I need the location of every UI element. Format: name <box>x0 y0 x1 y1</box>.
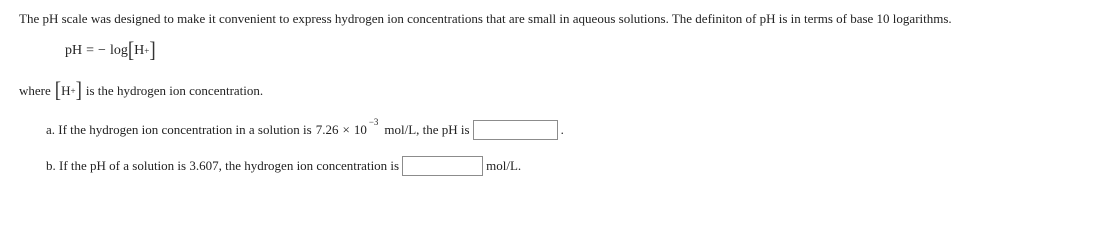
question-a <box>46 117 564 140</box>
formula-lhs: pH <box>65 42 83 58</box>
question-a-base: 10 <box>353 122 367 137</box>
question-a-times: × <box>342 122 350 137</box>
formula-species: H <box>134 42 145 58</box>
formula-close-bracket: ] <box>149 38 156 63</box>
where-species: H <box>61 82 71 98</box>
where-open-bracket: [ <box>54 78 62 103</box>
formula-equals: = <box>86 42 95 58</box>
formula-minus: − <box>98 42 106 58</box>
where-suffix: is the hydrogen ion concentration. <box>85 82 264 98</box>
formula-log: log <box>109 42 128 58</box>
question-b <box>46 156 521 176</box>
ph-formula <box>65 38 156 63</box>
where-text <box>19 78 264 103</box>
question-a-unit: mol/L, the pH is <box>384 122 470 137</box>
question-a-period: . <box>560 122 564 137</box>
formula-charge: + <box>144 45 150 56</box>
concentration-answer-input[interactable] <box>402 156 483 176</box>
question-b-unit: mol/L. <box>486 158 522 173</box>
question-b-text: b. If the pH of a solution is 3.607, the hydrogen ion concentration is <box>46 158 400 173</box>
question-a-text: a. If the hydrogen ion concentration in a solution is <box>46 122 312 137</box>
intro-text: The pH scale was designed to make it convenient to express hydrogen ion concentrations that are small in aqueous solutions. The definiton of pH is in terms of base 10 logarithms. <box>19 11 952 26</box>
question-a-mantissa: 7.26 <box>315 122 339 137</box>
where-charge: + <box>70 85 76 96</box>
formula-open-bracket: [ <box>127 38 135 63</box>
where-prefix: where <box>19 82 51 98</box>
ph-answer-input[interactable] <box>473 120 558 140</box>
question-a-exponent: −3 <box>368 117 379 127</box>
where-close-bracket: ] <box>75 78 82 103</box>
